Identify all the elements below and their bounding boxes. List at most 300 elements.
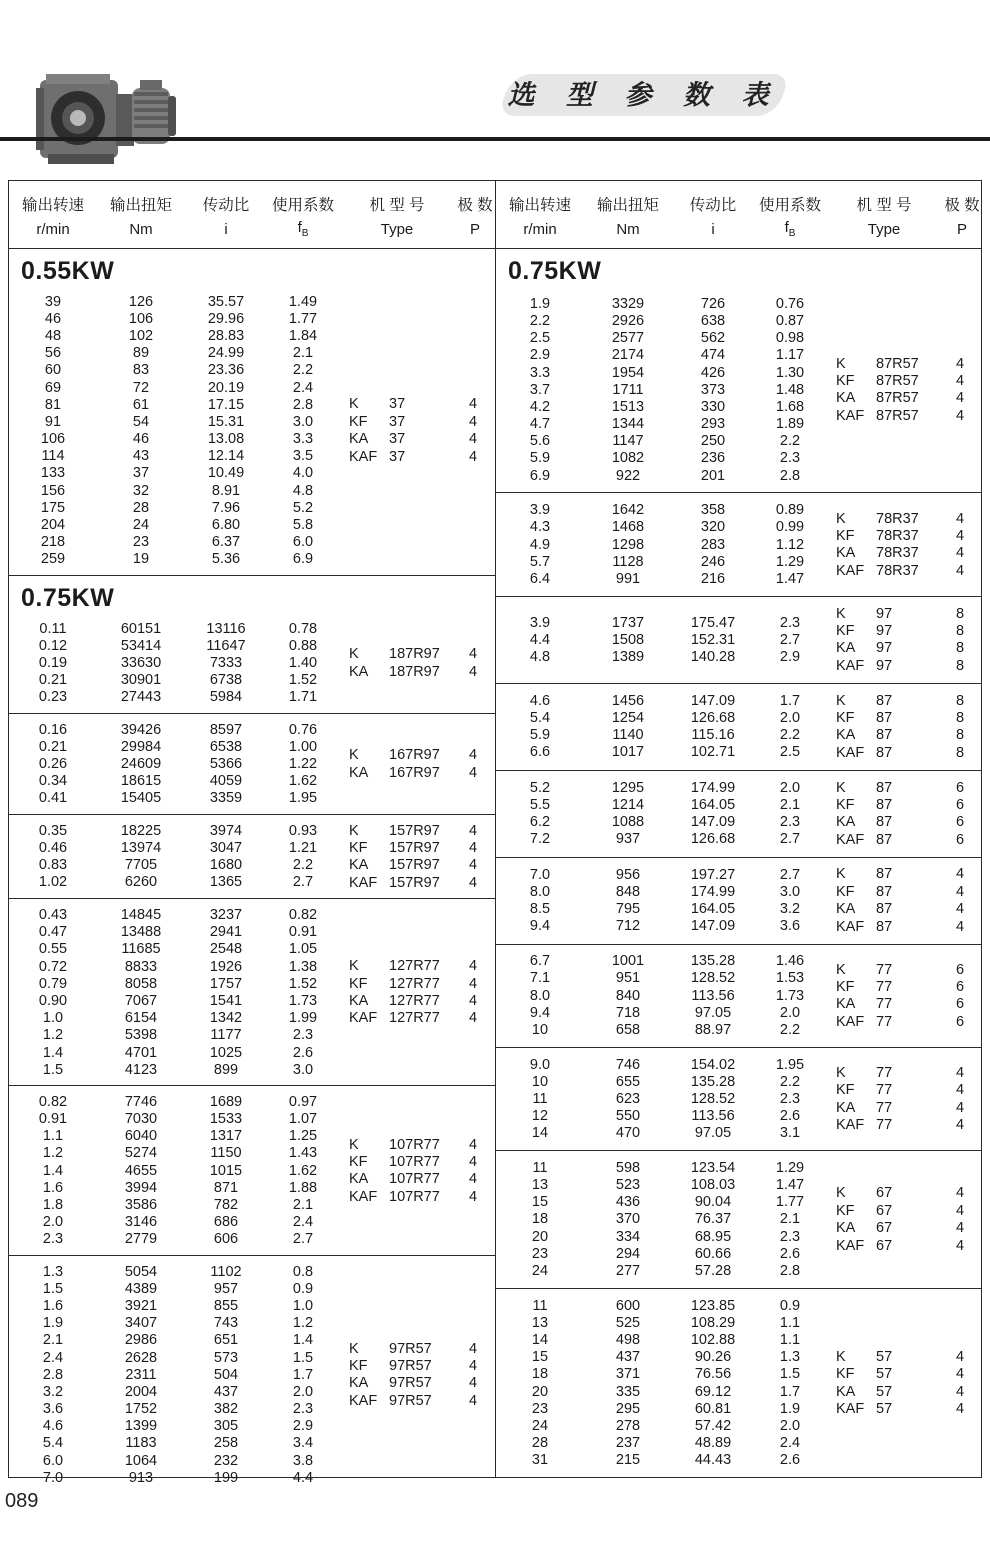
cell-factor: 1.3	[779, 1349, 801, 1366]
type-poles: 4	[468, 993, 478, 1010]
table-row	[9, 1044, 339, 1061]
cell-torque: 1344	[611, 416, 645, 433]
cell-factor: 2.3	[779, 1090, 801, 1107]
type-prefix: KA	[836, 640, 856, 657]
table-row	[496, 1004, 826, 1021]
cell-torque: 5274	[124, 1145, 158, 1162]
unit-torque: Nm	[129, 220, 153, 238]
cell-ratio: 5.36	[211, 551, 241, 568]
type-model: 157R97	[389, 857, 440, 874]
cell-ratio: 76.37	[694, 1211, 732, 1228]
type-poles: 4	[955, 390, 965, 407]
cell-torque: 8058	[124, 975, 158, 992]
cell-speed: 24	[531, 1263, 549, 1280]
cell-speed: 4.6	[42, 1418, 64, 1435]
cell-ratio: 1177	[210, 1027, 242, 1044]
type-poles: 8	[955, 623, 965, 640]
table-block	[9, 1256, 495, 1493]
type-row	[826, 692, 982, 709]
cell-factor: 1.68	[775, 398, 805, 415]
type-prefix: KA	[349, 663, 369, 680]
cell-factor: 0.78	[288, 620, 318, 637]
cell-ratio: 15.31	[207, 413, 245, 430]
type-poles: 4	[468, 839, 478, 856]
table-row	[9, 396, 339, 413]
cell-factor: 0.76	[288, 721, 318, 738]
cell-torque: 913	[128, 1469, 154, 1486]
type-prefix: KA	[349, 1171, 369, 1188]
cell-speed: 0.23	[38, 689, 68, 706]
type-row	[826, 1400, 982, 1417]
cell-ratio: 305	[213, 1418, 239, 1435]
cell-factor: 4.4	[292, 1469, 314, 1486]
cell-speed: 1.8	[42, 1197, 64, 1214]
type-poles: 4	[955, 1383, 965, 1400]
cell-torque: 1642	[611, 502, 645, 519]
cell-torque: 83	[132, 362, 150, 379]
cell-ratio: 250	[700, 433, 726, 450]
type-row	[339, 822, 495, 839]
cell-torque: 60151	[120, 620, 162, 637]
cell-torque: 1298	[611, 536, 645, 553]
cell-factor: 1.17	[775, 347, 805, 364]
table-row	[9, 1401, 339, 1418]
cell-factor: 1.73	[288, 992, 318, 1009]
cell-speed: 8.0	[529, 883, 551, 900]
cell-ratio: 638	[700, 312, 726, 329]
cell-ratio: 97.05	[694, 1004, 732, 1021]
cell-factor: 1.49	[288, 293, 318, 310]
table-row	[496, 519, 826, 536]
page-title: 选 型 参 数 表	[507, 80, 781, 110]
type-prefix: K	[349, 747, 359, 764]
cell-speed: 4.9	[529, 536, 551, 553]
table-block	[496, 1289, 981, 1477]
cell-speed: 5.2	[529, 779, 551, 796]
type-poles: 6	[955, 978, 965, 995]
cell-torque: 6154	[124, 1010, 158, 1027]
data-rows	[9, 1263, 339, 1486]
cell-speed: 0.83	[38, 857, 68, 874]
type-model: 97	[876, 605, 893, 622]
type-poles: 4	[955, 1185, 965, 1202]
type-model: 107R77	[389, 1171, 440, 1188]
cell-ratio: 3237	[209, 907, 243, 924]
type-poles: 4	[468, 1392, 478, 1409]
cell-torque: 39426	[120, 721, 162, 738]
cell-factor: 1.7	[779, 1383, 801, 1400]
cell-torque: 1147	[612, 433, 644, 450]
header-row-cn	[9, 190, 495, 217]
cell-speed: 2.9	[529, 347, 551, 364]
data-rows	[9, 620, 339, 706]
cell-factor: 0.93	[288, 822, 318, 839]
type-prefix: K	[836, 1348, 846, 1365]
type-model: 67	[876, 1185, 893, 1202]
cell-speed: 3.3	[529, 364, 551, 381]
cell-torque: 53414	[120, 637, 162, 654]
cell-factor: 2.5	[779, 744, 801, 761]
cell-factor: 1.47	[775, 1177, 805, 1194]
cell-ratio: 20.19	[207, 379, 245, 396]
cell-torque: 1513	[611, 398, 645, 415]
cell-torque: 951	[615, 970, 641, 987]
cell-ratio: 128.52	[690, 1090, 736, 1107]
cell-ratio: 573	[213, 1349, 239, 1366]
col-header-speed: 输出转速	[508, 196, 571, 214]
type-row	[826, 996, 982, 1013]
type-model: 127R77	[389, 975, 440, 992]
type-row	[826, 883, 982, 900]
table-row	[9, 1162, 339, 1179]
cell-torque: 294	[615, 1245, 641, 1262]
cell-factor: 0.98	[775, 330, 805, 347]
cell-speed: 8.5	[529, 901, 551, 918]
unit-type: Type	[867, 220, 901, 238]
cell-ratio: 48.89	[694, 1435, 732, 1452]
type-model: 87	[876, 727, 893, 744]
table-row	[9, 975, 339, 992]
type-row	[826, 1237, 982, 1254]
table-row	[496, 502, 826, 519]
type-row	[826, 744, 982, 761]
type-poles: 4	[468, 975, 478, 992]
unit-speed: r/min	[523, 220, 557, 238]
cell-factor: 2.2	[292, 857, 314, 874]
type-row	[339, 1392, 495, 1409]
cell-ratio: 686	[213, 1214, 239, 1231]
table-row	[9, 551, 339, 568]
type-model: 167R97	[389, 747, 440, 764]
cell-factor: 2.0	[779, 1004, 801, 1021]
cell-torque: 437	[615, 1349, 641, 1366]
type-model: 87	[876, 779, 893, 796]
cell-speed: 1.5	[42, 1061, 64, 1078]
cell-torque: 7746	[124, 1093, 158, 1110]
cell-ratio: 2548	[209, 941, 243, 958]
type-poles: 4	[955, 866, 965, 883]
table-row	[496, 918, 826, 935]
type-poles: 4	[468, 822, 478, 839]
cell-torque: 43	[132, 448, 150, 465]
type-row	[339, 663, 495, 680]
cell-torque: 623	[615, 1090, 641, 1107]
section-heading: 0.55KW	[21, 257, 115, 285]
data-rows	[9, 721, 339, 807]
cell-factor: 1.7	[292, 1366, 314, 1383]
cell-ratio: 126.68	[690, 831, 736, 848]
table-row	[9, 1093, 339, 1110]
cell-speed: 15	[531, 1194, 549, 1211]
cell-ratio: 7333	[209, 654, 243, 671]
table-row	[496, 831, 826, 848]
cell-speed: 0.11	[39, 620, 67, 637]
cell-ratio: 726	[700, 295, 726, 312]
cell-factor: 2.7	[292, 874, 314, 891]
type-row	[826, 901, 982, 918]
cell-speed: 10	[531, 1073, 549, 1090]
data-rows	[496, 294, 826, 485]
cell-speed: 1.6	[42, 1297, 64, 1314]
cell-ratio: 236	[700, 450, 726, 467]
type-model: 97	[876, 657, 893, 674]
type-poles: 6	[955, 831, 965, 848]
type-poles: 6	[955, 814, 965, 831]
type-row	[826, 1013, 982, 1030]
type-model: 77	[876, 1064, 893, 1081]
cell-ratio: 140.28	[690, 648, 736, 665]
cell-torque: 1183	[125, 1435, 157, 1452]
cell-torque: 215	[615, 1452, 641, 1469]
cell-ratio: 782	[213, 1197, 239, 1214]
cell-torque: 1752	[124, 1401, 158, 1418]
type-model: 87	[876, 883, 893, 900]
type-model: 107R77	[389, 1153, 440, 1170]
cell-factor: 5.8	[292, 517, 314, 534]
cell-speed: 1.2	[42, 1145, 64, 1162]
cell-factor: 2.0	[779, 779, 801, 796]
col-header-poles: 极 数	[944, 196, 980, 214]
cell-ratio: 88.97	[694, 1022, 732, 1039]
type-list	[826, 500, 982, 588]
cell-factor: 1.25	[288, 1128, 318, 1145]
cell-torque: 32	[132, 482, 150, 499]
type-prefix: KAF	[836, 407, 865, 424]
type-prefix: KAF	[836, 918, 865, 935]
cell-factor: 1.95	[775, 1056, 805, 1073]
data-rows	[496, 500, 826, 588]
type-model: 77	[876, 1099, 893, 1116]
cell-speed: 2.1	[42, 1332, 64, 1349]
cell-ratio: 3047	[209, 840, 243, 857]
type-row	[826, 1064, 982, 1081]
table-row	[9, 482, 339, 499]
cell-factor: 1.52	[288, 975, 318, 992]
cell-factor: 3.0	[292, 1061, 314, 1078]
type-row	[826, 407, 982, 424]
cell-speed: 23	[531, 1400, 549, 1417]
type-model: 157R97	[389, 874, 440, 891]
type-prefix: KF	[836, 883, 855, 900]
unit-type: Type	[380, 220, 414, 238]
cell-factor: 1.71	[288, 689, 318, 706]
cell-ratio: 437	[213, 1383, 239, 1400]
unit-ratio: i	[224, 220, 228, 238]
type-prefix: KA	[836, 390, 856, 407]
type-row	[339, 646, 495, 663]
cell-factor: 6.9	[292, 551, 314, 568]
table-row	[496, 796, 826, 813]
type-list	[826, 294, 982, 485]
type-row	[339, 1375, 495, 1392]
type-row	[339, 413, 495, 430]
cell-ratio: 8.91	[211, 482, 241, 499]
cell-factor: 4.8	[292, 482, 314, 499]
data-rows	[496, 1055, 826, 1143]
cell-factor: 3.0	[779, 883, 801, 900]
type-poles: 4	[468, 1375, 478, 1392]
type-poles: 4	[955, 1348, 965, 1365]
cell-ratio: 1533	[209, 1111, 243, 1128]
table-row	[496, 1125, 826, 1142]
type-model: 187R97	[389, 663, 440, 680]
table-block	[496, 771, 981, 858]
table-row	[496, 814, 826, 831]
table-row	[9, 465, 339, 482]
type-prefix: K	[836, 961, 846, 978]
unit-poles: P	[469, 220, 480, 238]
table-row	[9, 534, 339, 551]
table-row	[496, 450, 826, 467]
type-prefix: KA	[836, 901, 856, 918]
type-prefix: KF	[836, 709, 855, 726]
table-row	[9, 1349, 339, 1366]
cell-factor: 1.4	[292, 1332, 314, 1349]
cell-torque: 5054	[124, 1263, 158, 1280]
cell-torque: 8833	[124, 958, 158, 975]
cell-factor: 0.91	[288, 924, 318, 941]
cell-ratio: 44.43	[694, 1452, 732, 1469]
cell-torque: 7067	[124, 992, 158, 1009]
cell-torque: 1064	[124, 1452, 158, 1469]
cell-torque: 4123	[124, 1061, 158, 1078]
table-row	[9, 1297, 339, 1314]
cell-speed: 2.5	[529, 330, 551, 347]
table-row	[9, 413, 339, 430]
table-block	[496, 858, 981, 945]
cell-torque: 295	[615, 1400, 641, 1417]
type-prefix: K	[836, 866, 846, 883]
cell-torque: 840	[615, 987, 641, 1004]
type-prefix: K	[836, 510, 846, 527]
type-list	[339, 293, 495, 568]
cell-ratio: 108.29	[690, 1314, 736, 1331]
type-row	[826, 1099, 982, 1116]
cell-torque: 1456	[611, 692, 645, 709]
table-row	[496, 631, 826, 648]
cell-factor: 1.0	[292, 1297, 314, 1314]
type-row	[339, 958, 495, 975]
type-prefix: KA	[349, 1375, 369, 1392]
cell-factor: 1.73	[775, 987, 805, 1004]
type-prefix: K	[836, 355, 846, 372]
type-poles: 4	[468, 857, 478, 874]
table-row	[496, 1228, 826, 1245]
cell-factor: 1.22	[288, 755, 318, 772]
cell-speed: 23	[531, 1245, 549, 1262]
type-list	[826, 778, 982, 850]
type-list	[339, 906, 495, 1078]
cell-torque: 61	[132, 396, 150, 413]
type-prefix: KAF	[836, 744, 865, 761]
cell-torque: 3994	[124, 1179, 158, 1196]
data-rows	[9, 1093, 339, 1248]
cell-torque: 278	[615, 1417, 641, 1434]
col-header-type: 机 型 号	[856, 196, 912, 214]
cell-torque: 1001	[611, 953, 645, 970]
table-block	[496, 287, 981, 493]
cell-factor: 2.1	[779, 1211, 801, 1228]
table-row	[496, 1056, 826, 1073]
type-row	[826, 1348, 982, 1365]
cell-speed: 6.9	[529, 467, 551, 484]
cell-ratio: 1757	[209, 975, 243, 992]
cell-speed: 0.79	[38, 975, 68, 992]
table-row	[9, 721, 339, 738]
cell-speed: 0.12	[38, 637, 68, 654]
cell-torque: 19	[132, 551, 150, 568]
table-row	[9, 1231, 339, 1248]
data-rows	[496, 691, 826, 763]
cell-torque: 937	[615, 831, 641, 848]
type-row	[339, 1136, 495, 1153]
cell-speed: 1.2	[42, 1027, 64, 1044]
cell-torque: 24609	[120, 755, 162, 772]
cell-speed: 7.1	[529, 970, 551, 987]
type-prefix: KF	[349, 975, 368, 992]
section-heading: 0.75KW	[21, 584, 115, 612]
cell-torque: 2174	[611, 347, 645, 364]
type-prefix: K	[836, 779, 846, 796]
cell-ratio: 1541	[209, 992, 243, 1009]
unit-poles: P	[956, 220, 967, 238]
type-row	[826, 390, 982, 407]
cell-factor: 0.89	[775, 502, 805, 519]
cell-torque: 89	[132, 345, 150, 362]
data-rows	[9, 822, 339, 892]
type-model: 87R57	[876, 407, 919, 424]
type-poles: 4	[468, 958, 478, 975]
table-row	[496, 312, 826, 329]
cell-factor: 0.9	[779, 1297, 801, 1314]
cell-factor: 1.21	[288, 840, 318, 857]
cell-speed: 2.2	[529, 312, 551, 329]
table-row	[9, 293, 339, 310]
cell-factor: 0.8	[292, 1263, 314, 1280]
cell-torque: 1128	[612, 553, 644, 570]
table-block	[9, 714, 495, 815]
cell-speed: 5.9	[529, 727, 551, 744]
type-poles: 4	[955, 883, 965, 900]
cell-ratio: 23.36	[207, 362, 245, 379]
cell-speed: 0.72	[38, 958, 68, 975]
cell-speed: 9.4	[529, 918, 551, 935]
cell-torque: 523	[615, 1177, 641, 1194]
cell-speed: 91	[44, 413, 62, 430]
cell-speed: 20	[531, 1228, 549, 1245]
cell-factor: 1.5	[779, 1366, 801, 1383]
table-row	[9, 1418, 339, 1435]
cell-torque: 106	[128, 310, 154, 327]
table-row	[9, 1061, 339, 1078]
type-model: 87	[876, 866, 893, 883]
cell-ratio: 2941	[209, 924, 243, 941]
table-block	[9, 613, 495, 714]
cell-ratio: 474	[700, 347, 726, 364]
cell-ratio: 108.03	[690, 1177, 736, 1194]
type-poles: 8	[955, 727, 965, 744]
table-row	[496, 1108, 826, 1125]
table-block	[9, 286, 495, 576]
cell-torque: 2004	[124, 1383, 158, 1400]
type-prefix: K	[349, 822, 359, 839]
table-row	[9, 431, 339, 448]
table-row	[9, 941, 339, 958]
header-rule	[0, 137, 990, 141]
type-list	[339, 822, 495, 892]
type-row	[339, 431, 495, 448]
type-poles: 4	[955, 1064, 965, 1081]
